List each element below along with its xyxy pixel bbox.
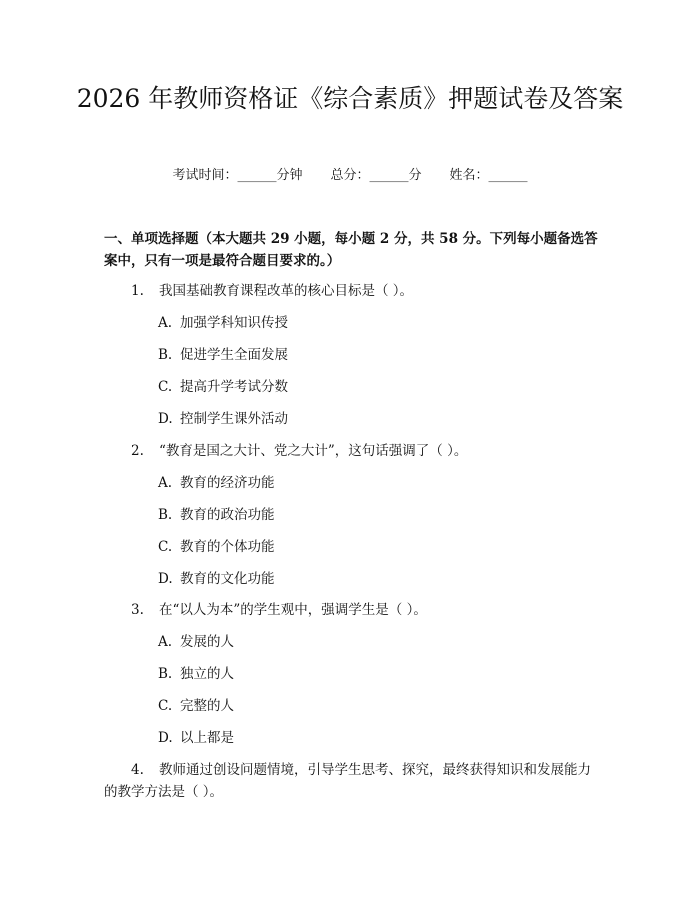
option-label: D. bbox=[158, 571, 173, 587]
question-number: 3. bbox=[131, 602, 144, 618]
option-text: 教育的经济功能 bbox=[180, 475, 275, 491]
question-2 bbox=[131, 440, 467, 462]
question-1-option-b bbox=[158, 344, 288, 366]
question-3 bbox=[131, 599, 427, 621]
option-text: 教育的个体功能 bbox=[180, 539, 275, 555]
option-label: A. bbox=[158, 634, 173, 650]
question-2-option-c bbox=[158, 536, 275, 558]
question-4 bbox=[104, 759, 604, 803]
option-text: 教育的文化功能 bbox=[180, 571, 275, 587]
question-1-option-a bbox=[158, 312, 288, 334]
exam-meta bbox=[0, 166, 700, 186]
option-text: 教育的政治功能 bbox=[180, 507, 275, 523]
option-text: 以上都是 bbox=[180, 730, 234, 746]
name-label: 姓名：______ bbox=[449, 168, 528, 183]
question-2-option-d bbox=[158, 568, 275, 590]
option-text: 提高升学考试分数 bbox=[180, 379, 288, 395]
option-text: 促进学生全面发展 bbox=[180, 347, 288, 363]
question-1-option-c bbox=[158, 376, 288, 398]
option-label: D. bbox=[158, 730, 173, 746]
option-label: C. bbox=[158, 379, 173, 395]
section-heading: 一、单项选择题（本大题共 29 小题，每小题 2 分，共 58 分。下列每小题备选答案中，只有一项是最符合题目要求的。） bbox=[104, 231, 598, 269]
page-title: 2026 年教师资格证《综合素质》押题试卷及答案 bbox=[76, 84, 624, 113]
question-1-option-d bbox=[158, 408, 288, 430]
question-3-option-a bbox=[158, 631, 234, 653]
question-number: 1. bbox=[131, 283, 144, 299]
option-label: B. bbox=[158, 666, 173, 682]
option-text: 控制学生课外活动 bbox=[180, 411, 288, 427]
option-label: C. bbox=[158, 698, 173, 714]
question-3-option-d bbox=[158, 727, 234, 749]
option-label: A. bbox=[158, 475, 173, 491]
question-text: 我国基础教育课程改革的核心目标是（ ）。 bbox=[159, 283, 414, 299]
option-label: C. bbox=[158, 539, 173, 555]
question-text: 在“以人为本”的学生观中，强调学生是（ ）。 bbox=[159, 602, 427, 618]
option-label: A. bbox=[158, 315, 173, 331]
question-text: “教育是国之大计、党之大计”，这句话强调了（ ）。 bbox=[159, 443, 468, 459]
option-label: B. bbox=[158, 347, 173, 363]
question-2-option-a bbox=[158, 472, 275, 494]
total-score-label: 总分：______分 bbox=[330, 168, 422, 183]
question-1 bbox=[131, 280, 413, 302]
question-number: 2. bbox=[131, 443, 144, 459]
option-text: 发展的人 bbox=[180, 634, 234, 650]
question-2-option-b bbox=[158, 504, 275, 526]
option-text: 独立的人 bbox=[180, 666, 234, 682]
option-text: 加强学科知识传授 bbox=[180, 315, 288, 331]
option-label: B. bbox=[158, 507, 173, 523]
question-text: 教师通过创设问题情境，引导学生思考、探究，最终获得知识和发展能力的教学方法是（ ）。 bbox=[104, 762, 591, 800]
question-number: 4. bbox=[131, 762, 144, 778]
question-3-option-b bbox=[158, 663, 234, 685]
question-3-option-c bbox=[158, 695, 234, 717]
option-label: D. bbox=[158, 411, 173, 427]
option-text: 完整的人 bbox=[180, 698, 234, 714]
exam-time-label: 考试时间：______分钟 bbox=[172, 168, 303, 183]
